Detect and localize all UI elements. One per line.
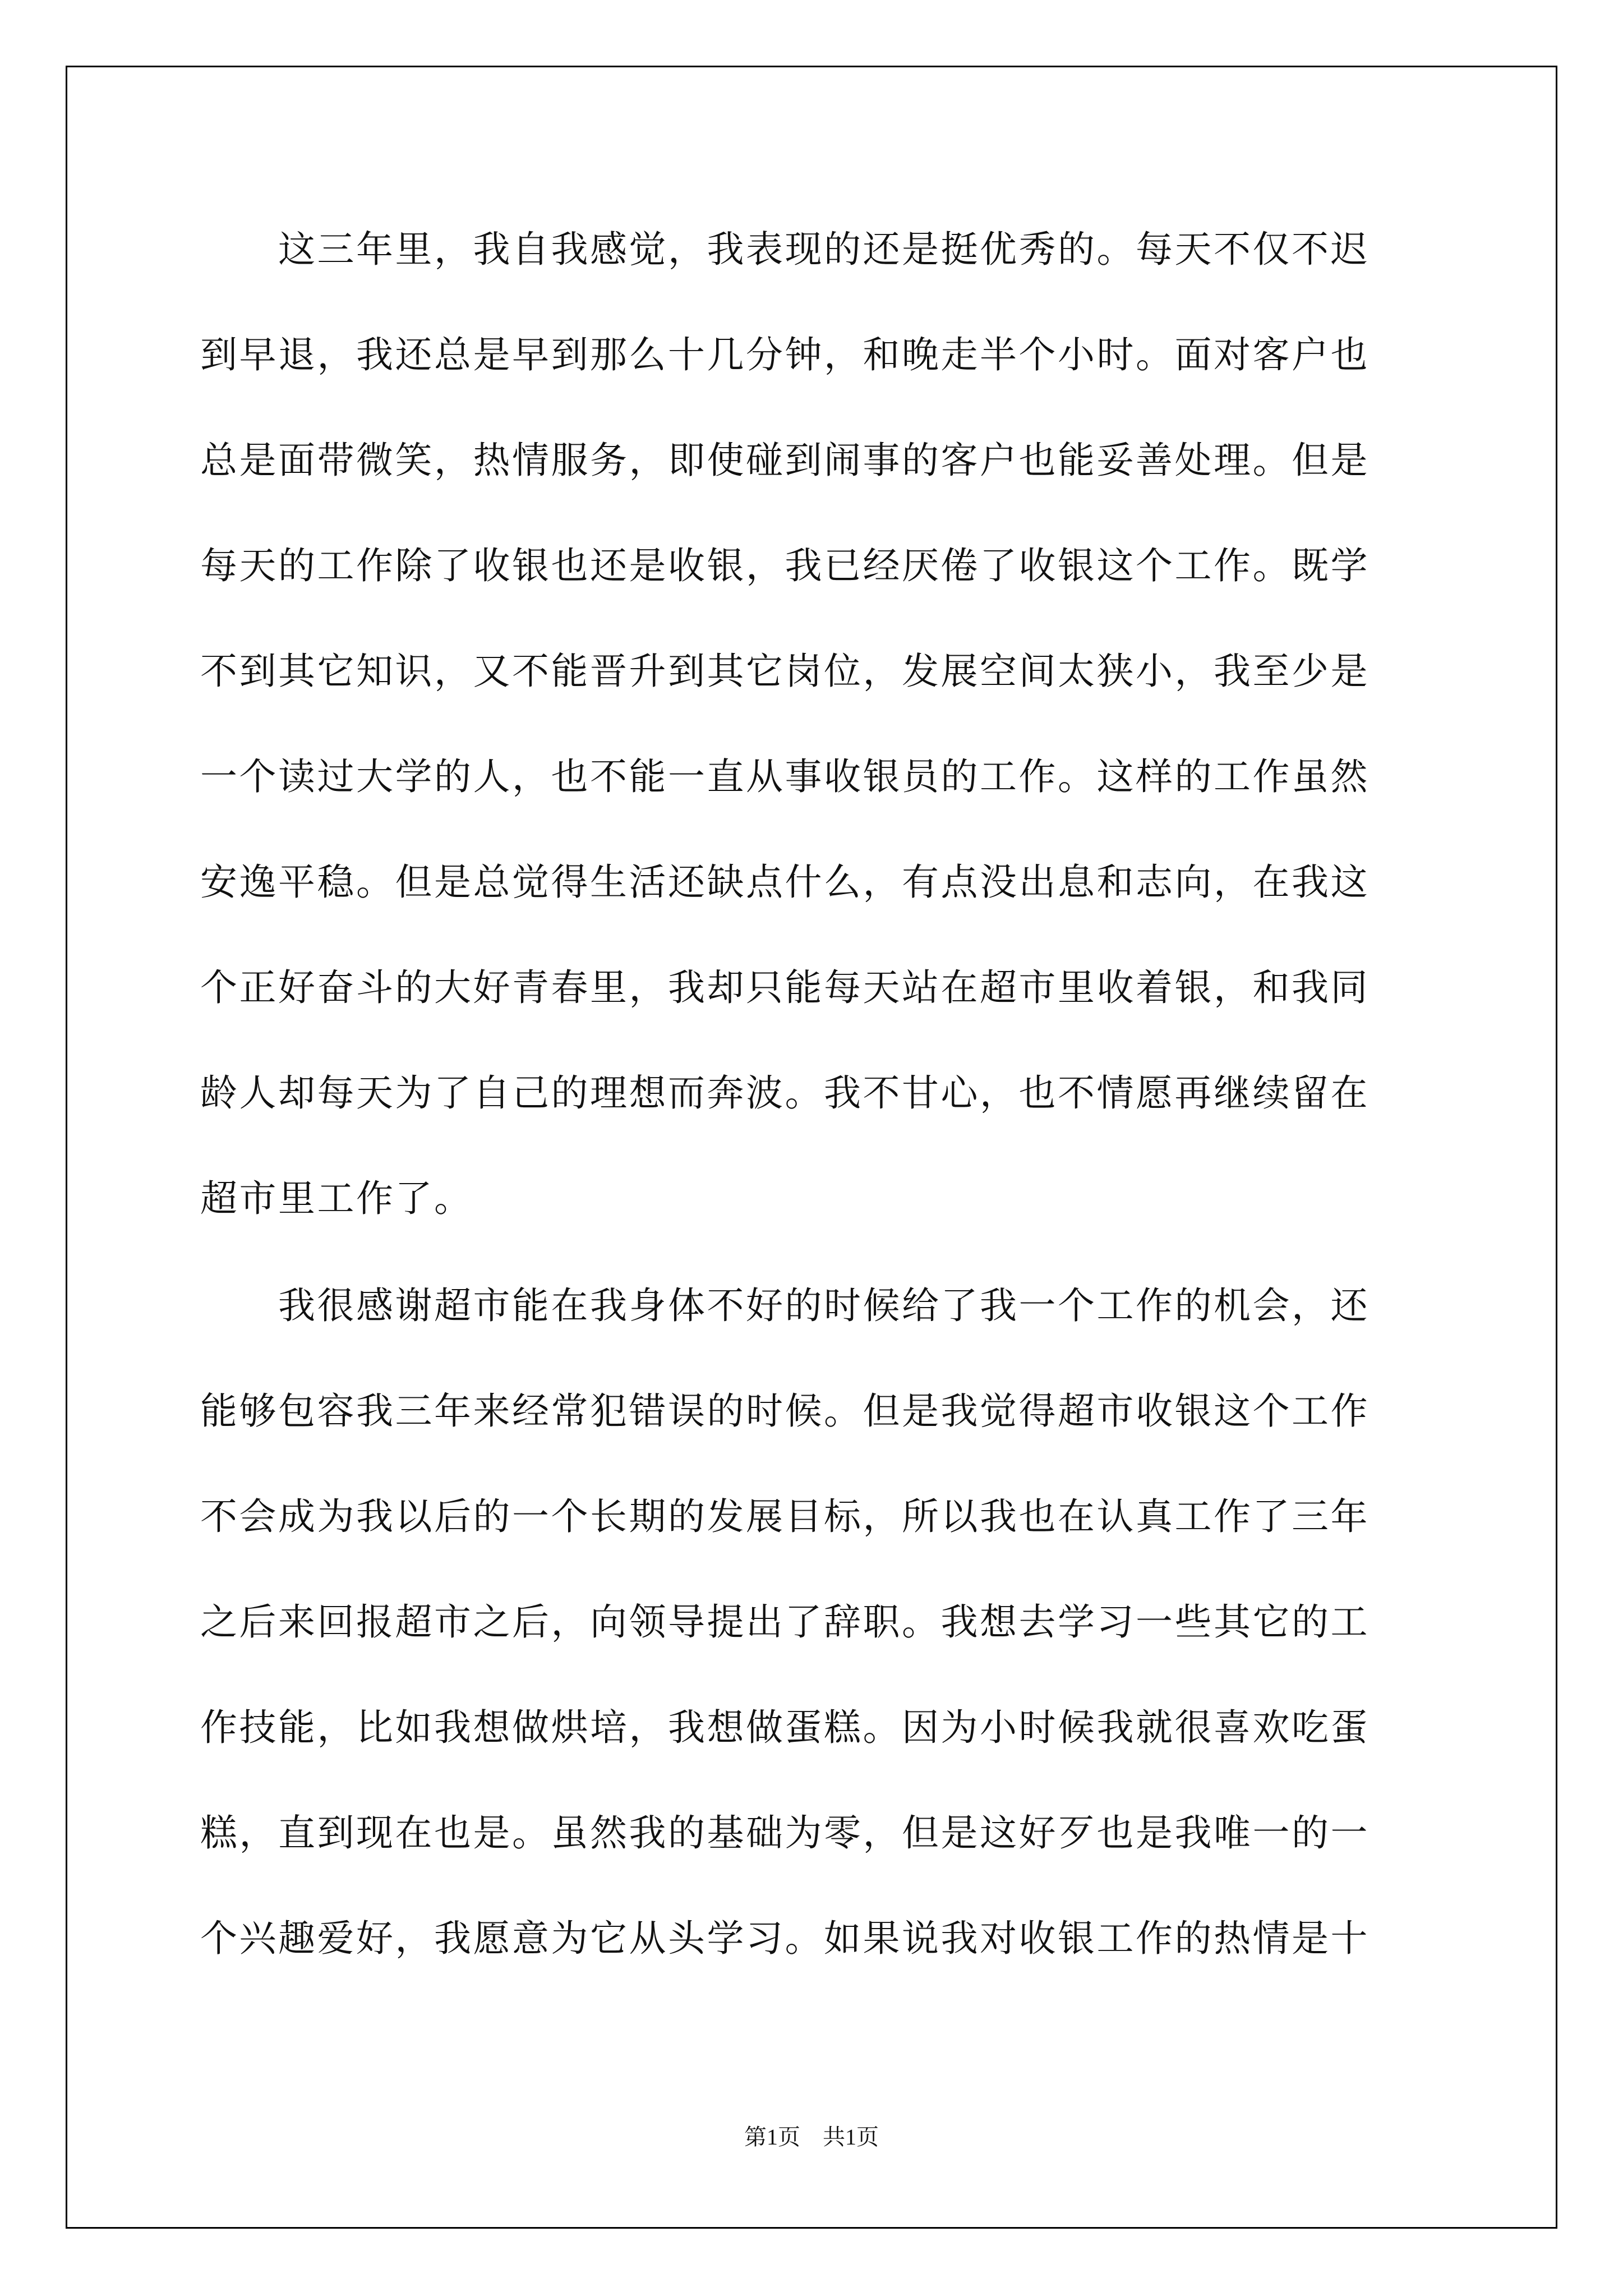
text-line: 到早退，我还总是早到那么十几分钟，和晚走半个小时。面对客户也 (200, 333, 1370, 376)
text-line: 之后来回报超市之后，向领导提出了辞职。我想去学习一些其它的工 (200, 1600, 1370, 1644)
text-line: 每天的工作除了收银也还是收银，我已经厌倦了收银这个工作。既学 (200, 544, 1370, 587)
text-line: 不到其它知识，又不能晋升到其它岗位，发展空间太狭小，我至少是 (200, 650, 1370, 693)
text-line: 能够包容我三年来经常犯错误的时候。但是我觉得超市收银这个工作 (200, 1389, 1370, 1433)
text-line: 安逸平稳。但是总觉得生活还缺点什么，有点没出息和志向，在我这 (200, 861, 1370, 904)
text-line: 龄人却每天为了自己的理想而奔波。我不甘心，也不情愿再继续留在 (200, 1071, 1370, 1115)
text-line: 这三年里，我自我感觉，我表现的还是挺优秀的。每天不仅不迟 (200, 228, 1370, 271)
text-line: 个正好奋斗的大好青春里，我却只能每天站在超市里收着银，和我同 (200, 966, 1370, 1009)
text-line: 总是面带微笑，热情服务，即使碰到闹事的客户也能妥善处理。但是 (200, 439, 1370, 482)
page-border (66, 66, 1557, 2229)
text-line: 作技能，比如我想做烘培，我想做蛋糕。因为小时候我就很喜欢吃蛋 (200, 1706, 1370, 1749)
text-line: 个兴趣爱好，我愿意为它从头学习。如果说我对收银工作的热情是十 (200, 1917, 1370, 1960)
text-line: 超市里工作了。 (200, 1177, 473, 1220)
text-line: 一个读过大学的人，也不能一直从事收银员的工作。这样的工作虽然 (200, 755, 1370, 798)
text-line: 我很感谢超市能在我身体不好的时候给了我一个工作的机会，还 (200, 1284, 1370, 1327)
text-line: 糕，直到现在也是。虽然我的基础为零，但是这好歹也是我唯一的一 (200, 1811, 1370, 1855)
page-footer: 第1页 共1页 (744, 2124, 879, 2150)
text-line: 不会成为我以后的一个长期的发展目标，所以我也在认真工作了三年 (200, 1495, 1370, 1538)
